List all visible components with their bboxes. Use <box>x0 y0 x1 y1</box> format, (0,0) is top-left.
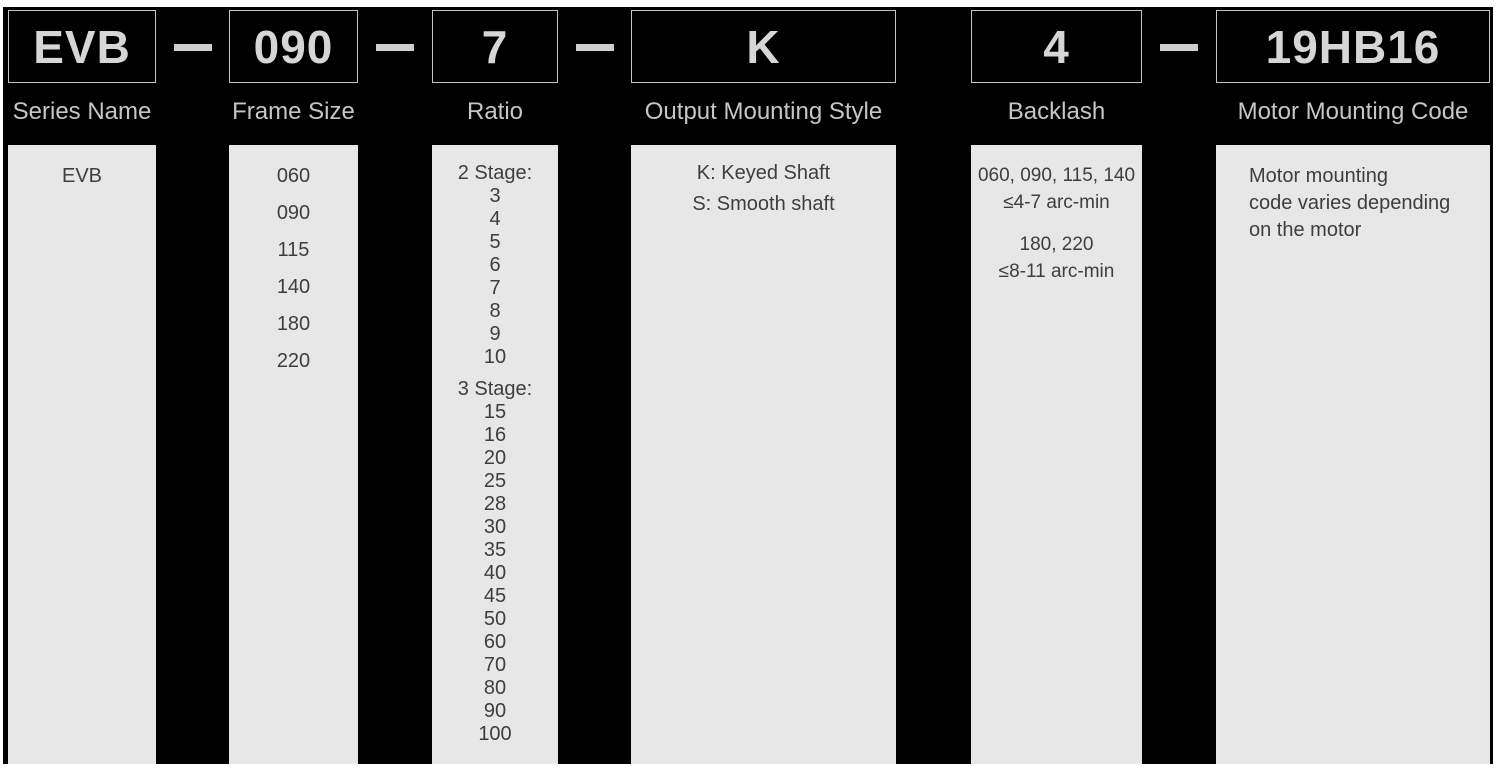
column-motor-mounting-code <box>1216 145 1490 764</box>
column-ratio <box>432 145 558 764</box>
segment-box-motor-mounting-code <box>1216 10 1490 83</box>
ratio-option: 10 <box>483 346 507 368</box>
ratio-option: 20 <box>483 447 507 469</box>
frame-size-option: 220 <box>276 350 311 372</box>
ratio-option: 6 <box>489 254 501 276</box>
motor-code-note-line: Motor mounting <box>1249 165 1388 187</box>
segment-value-output-mounting-style: K <box>746 20 781 73</box>
ratio-option: 28 <box>483 493 507 515</box>
ratio-option: 50 <box>483 608 507 630</box>
segment-box-frame-size <box>229 10 358 83</box>
ratio-option: 5 <box>489 231 501 253</box>
segment-box-ratio <box>432 10 558 83</box>
ratio-option: 90 <box>483 700 507 722</box>
series-name-value: EVB <box>61 165 103 187</box>
column-series-name <box>8 145 156 764</box>
ratio-option: 35 <box>483 539 507 561</box>
segment-box-series-name <box>8 10 156 83</box>
segment-value-motor-mounting-code: 19HB16 <box>1265 20 1441 73</box>
dash-separator-icon <box>174 44 212 51</box>
backlash-group1-value: ≤4-7 arc-min <box>1003 192 1110 213</box>
column-frame-size <box>229 145 358 764</box>
label-frame-size: Frame Size <box>232 98 355 125</box>
segment-box-backlash <box>971 10 1142 83</box>
backlash-group1-frames: 060, 090, 115, 140 <box>977 165 1136 186</box>
label-ratio: Ratio <box>466 98 524 125</box>
output-style-option-k: K: Keyed Shaft <box>696 162 831 184</box>
segment-value-backlash: 4 <box>1043 20 1070 73</box>
dash-separator-icon <box>1160 44 1198 51</box>
ratio-option: 40 <box>483 562 507 584</box>
frame-size-option: 180 <box>276 313 311 335</box>
column-output-mounting-style <box>631 145 896 764</box>
output-style-option-s: S: Smooth shaft <box>692 193 835 215</box>
ratio-stage2-heading: 2 Stage: <box>457 162 533 184</box>
frame-size-option: 060 <box>276 165 311 187</box>
ratio-option: 25 <box>483 470 507 492</box>
ratio-option: 4 <box>489 208 501 230</box>
ratio-option: 15 <box>483 401 507 423</box>
segment-box-output-mounting-style <box>631 10 896 83</box>
backlash-group2-frames: 180, 220 <box>1019 234 1094 255</box>
ratio-option: 45 <box>483 585 507 607</box>
label-series-name: Series Name <box>12 98 152 125</box>
dash-separator-icon <box>376 44 414 51</box>
column-backlash <box>971 145 1142 764</box>
label-output-mounting-style: Output Mounting Style <box>644 98 883 125</box>
dash-separator-icon <box>576 44 614 51</box>
segment-value-series-name: EVB <box>33 20 131 73</box>
frame-size-option: 140 <box>276 276 311 298</box>
ratio-option: 8 <box>489 300 501 322</box>
motor-code-note-line: code varies depending <box>1249 192 1451 214</box>
ratio-option: 80 <box>483 677 507 699</box>
ratio-option: 3 <box>489 185 501 207</box>
ratio-option: 70 <box>483 654 507 676</box>
ratio-option: 16 <box>483 424 507 446</box>
frame-size-option: 090 <box>276 202 311 224</box>
ratio-option: 9 <box>489 323 501 345</box>
ratio-stage3-heading: 3 Stage: <box>457 378 533 400</box>
ratio-option: 7 <box>489 277 501 299</box>
motor-code-note-line: on the motor <box>1249 219 1362 241</box>
segment-value-ratio: 7 <box>481 20 509 73</box>
ratio-option: 30 <box>483 516 507 538</box>
label-motor-mounting-code: Motor Mounting Code <box>1237 98 1469 125</box>
segment-value-frame-size: 090 <box>253 20 334 73</box>
label-backlash: Backlash <box>1007 98 1106 125</box>
backlash-group2-value: ≤8-11 arc-min <box>998 261 1115 282</box>
frame-size-option: 115 <box>277 239 310 261</box>
ratio-option: 100 <box>478 723 512 745</box>
ratio-option: 60 <box>483 631 507 653</box>
